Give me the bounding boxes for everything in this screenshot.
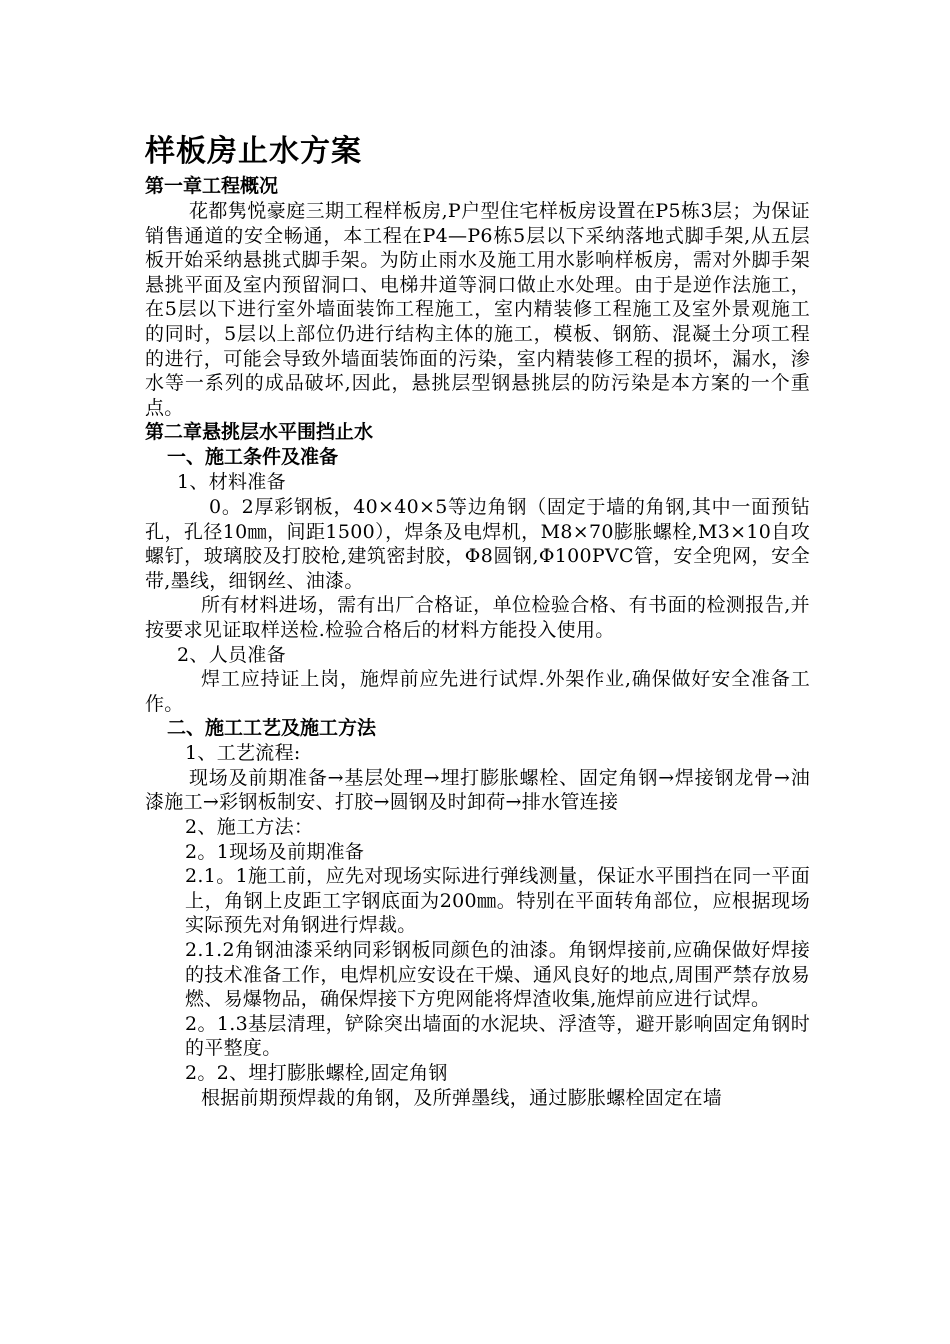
personnel-paragraph: 焊工应持证上岗，施焊前应先进行试焊.外架作业,确保做好安全准备工作。 xyxy=(145,668,810,715)
material-inspection-paragraph: 所有材料进场，需有出厂合格证，单位检验合格、有书面的检测报告,并按要求见证取样送检.检验合格后的材料方能投入使用。 xyxy=(145,594,810,641)
section1-heading: 一、施工条件及准备 xyxy=(167,446,339,469)
paragraph-2-1-1: 2.1。1施工前，应先对现场实际进行弹线测量，保证水平围挡在同一平面上，角钢上皮距工字钢底面为200㎜。特别在平面转角部位，应根据现场实际预先对角钢进行焊裁。 xyxy=(185,865,810,937)
process-flow-label: 1、工艺流程: xyxy=(185,742,301,765)
personnel-prep-label: 2、人员准备 xyxy=(177,643,286,666)
process-flow-paragraph: 现场及前期准备→基层处理→埋打膨胀螺栓、固定角钢→焊接钢龙骨→油漆施工→彩钢板制安、打胶→圆钢及时卸荷→排水管连接 xyxy=(145,766,810,814)
section2-heading: 二、施工工艺及施工方法 xyxy=(167,717,377,740)
paragraph-2-1-3: 2。1.3基层清理，铲除突出墙面的水泥块、浮渣等，避开影响固定角钢时的平整度。 xyxy=(185,1012,810,1060)
subsection-2-1-label: 2。1现场及前期准备 xyxy=(185,840,365,863)
document-body xyxy=(145,130,810,1110)
chapter1-paragraph: 花都隽悦豪庭三期工程样板房,P户型住宅样板房设置在P5栋3层；为保证销售通道的安全畅通，本工程在P4—P6栋5层以下采纳落地式脚手架,从五层板开始采纳悬挑式脚手架。为防止雨水及施工用水影响样板房，需对外脚手架悬挑平面及室内预留洞口、电梯井道等洞口做止水处理。由于是逆作法施工，在5层以下进行室外墙面装饰工程施工，室内精装修工程施工及室外景观施工的同时，5层以上部位仍进行结构主体的施工，模板、钢筋、混凝土分项工程的进行，可能会导致外墙面装饰面的污染，室内精装修工程的损坏，漏水，渗水等一系列的成品破坏,因此，悬挑层型钢悬挑层的防污染是本方案的一个重点。 xyxy=(145,200,810,419)
paragraph-2-2-1: 根据前期预焊裁的角钢，及所弹墨线，通过膨胀螺栓固定在墙 xyxy=(201,1086,723,1109)
material-list-paragraph: 0。2厚彩钢板，40×40×5等边角钢（固定于墙的角钢,其中一面预钻孔，孔径10㎜，间距1500），焊条及电焊机，M8×70膨胀螺栓,M3×10自攻螺钉，玻璃胶及打胶枪,建筑密封胶，Φ8圆钢,Φ100PVC管，安全兜网，安全带,墨线，细钢丝、油漆。 xyxy=(145,495,810,592)
paragraph-2-1-2: 2.1.2角钢油漆采纳同彩钢板同颜色的油漆。角钢焊接前,应确保做好焊接的技术准备工作，电焊机应安设在干燥、通风良好的地点,周围严禁存放易燃、易爆物品，确保焊接下方兜网能将焊渣收集,施焊前应进行试焊。 xyxy=(185,939,810,1011)
construction-method-label: 2、施工方法： xyxy=(185,816,314,839)
chapter1-heading: 第一章工程概况 xyxy=(145,175,279,197)
chapter2-heading: 第二章悬挑层水平围挡止水 xyxy=(145,421,374,444)
document-title: 样板房止水方案 xyxy=(145,134,362,169)
subsection-2-2-label: 2。2、埋打膨胀螺栓,固定角钢 xyxy=(185,1062,448,1084)
material-prep-label: 1、材料准备 xyxy=(177,471,286,494)
